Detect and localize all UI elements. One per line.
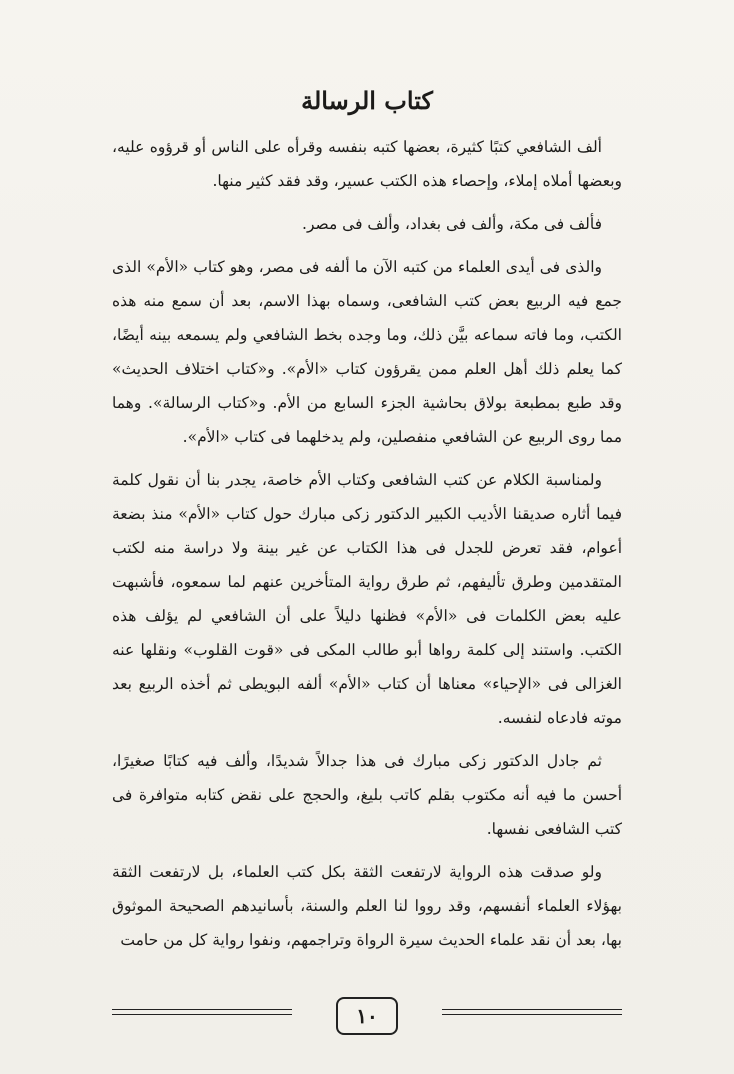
paragraph: ألف الشافعي كتبًا كثيرة، بعضها كتبه بنفسه وقرأه على الناس أو قرؤوه عليه، وبعضها أملاه إملاء، وإحصاء هذه الكتب عسير، وقد فقد كثير منها. bbox=[112, 138, 622, 190]
footer-rule-right bbox=[442, 1009, 622, 1015]
page-title: كتاب الرسالة bbox=[301, 86, 433, 115]
body-text bbox=[112, 130, 622, 966]
page-footer bbox=[112, 995, 622, 1039]
paragraph: ثم جادل الدكتور زكى مبارك فى هذا جدالاً شديدًا، وألف فيه كتابًا صغيرًا، أحسن ما فيه أنه مكتوب بقلم كاتب بليغ، والحجج على نقض كتابه متوافرة فى كتب الشافعى نفسها. bbox=[112, 752, 622, 838]
paragraph: فألف فى مكة، وألف فى بغداد، وألف فى مصر. bbox=[302, 215, 602, 233]
footer-rule-left bbox=[112, 1009, 292, 1015]
paragraph: ولو صدقت هذه الرواية لارتفعت الثقة بكل كتب العلماء، بل لارتفعت الثقة بهؤلاء العلماء أنفسهم، وقد رووا لنا العلم والسنة، بأسانيدهم الصحيحة الموثوق بها، بعد أن نقد علماء الحديث سيرة الرواة وتراجمهم، ونفوا رواية كل من حامت bbox=[112, 863, 622, 949]
paragraph: والذى فى أيدى العلماء من كتبه الآن ما ألفه فى مصر، وهو كتاب «الأم» الذى جمع فيه الربيع بعض كتب الشافعى، وسماه بهذا الاسم، بعد أن سمع منه هذه الكتب، وما فاته سماعه بيَّن ذلك، وما وجده بخط الشافعي ولم يسمعه بينه أيضًا، كما يعلم ذلك أهل العلم ممن يقرؤون كتاب «الأم». و«كتاب اختلاف الحديث» وقد طبع بمطبعة بولاق بحاشية الجزء السابع من الأم. و«كتاب الرسالة». وهما مما روى الربيع عن الشافعي منفصلين، ولم يدخلهما فى كتاب «الأم». bbox=[112, 258, 622, 446]
page-number: ١٠ bbox=[336, 997, 398, 1035]
paragraph: ولمناسبة الكلام عن كتب الشافعى وكتاب الأم خاصة، يجدر بنا أن نقول كلمة فيما أثاره صديقنا الأديب الكبير الدكتور زكى مبارك حول كتاب «الأم» منذ بضعة أعوام، فقد تعرض للجدل فى هذا الكتاب عن غير بينة ولا دراسة منه لكتب المتقدمين وطرق تأليفهم، ثم طرق رواية المتأخرين عنهم لما سمعوه، فأشبهت عليه بعض الكلمات فى «الأم» فظنها دليلاً على أن الشافعي لم يؤلف هذه الكتب. واستند إلى كلمة رواها أبو طالب المكى فى «قوت القلوب» ونقلها عنه الغزالى فى «الإحياء» معناها أن كتاب «الأم» ألفه البويطى ثم أخذه الربيع بعد موته فادعاه لنفسه. bbox=[112, 471, 622, 727]
